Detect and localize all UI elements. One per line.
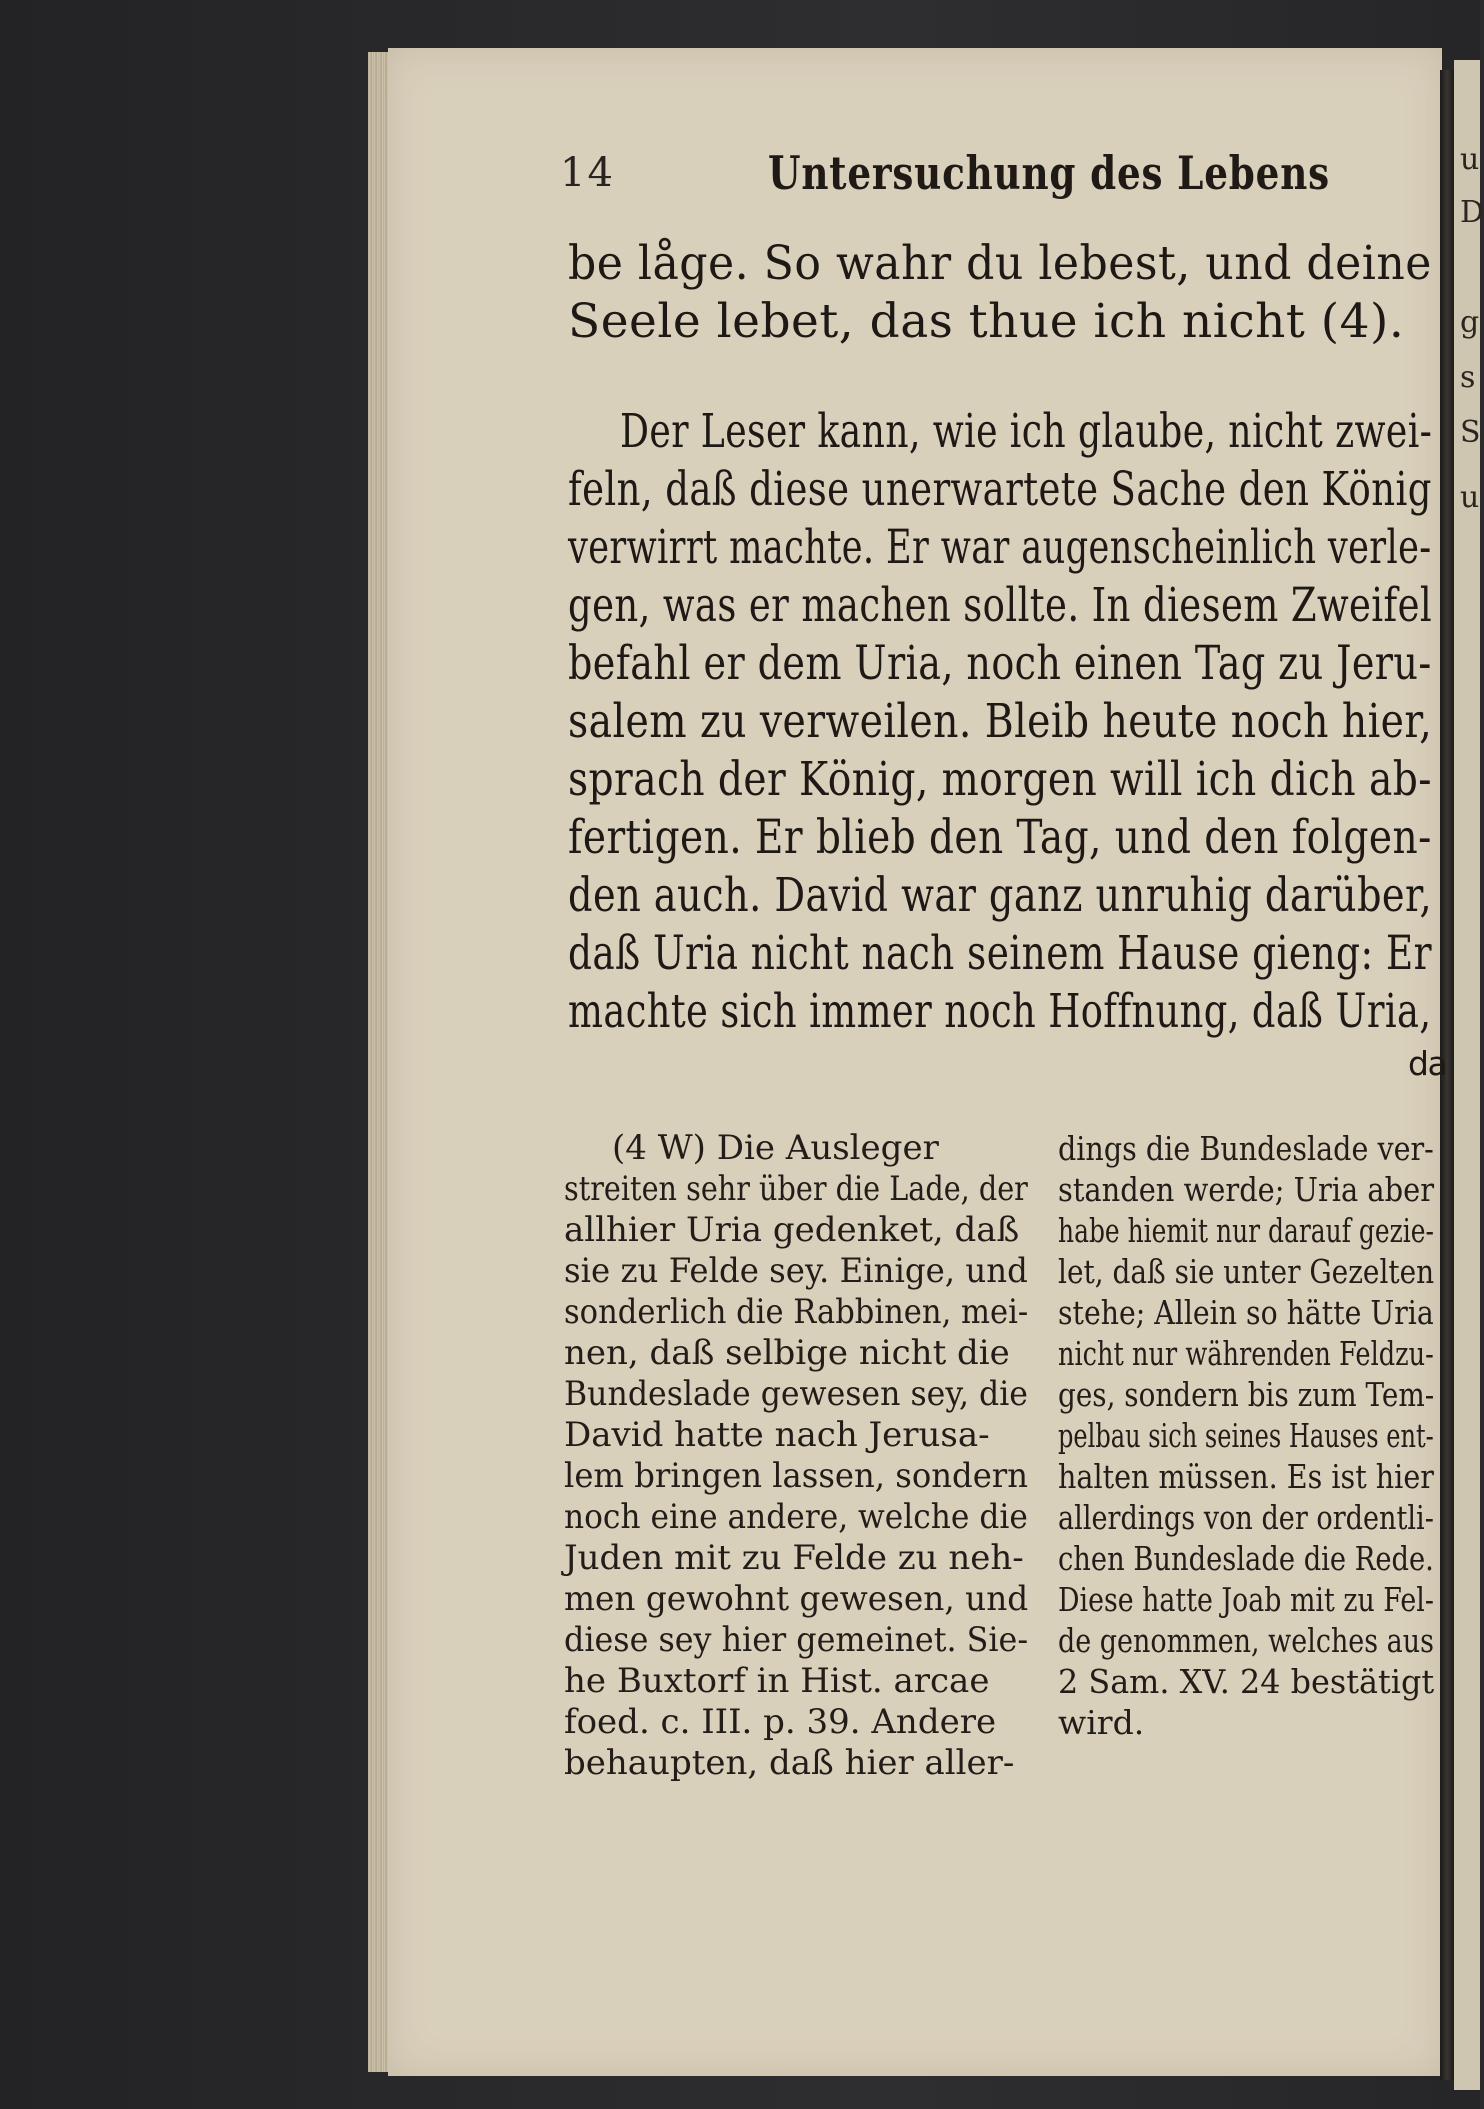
- footnote-line: behaupten, daß hier aller-: [564, 1743, 1015, 1783]
- footnote-line: 2 Sam. XV. 24 bestätigt: [1058, 1662, 1435, 1701]
- footnote-line: standen werde; Uria aber: [1058, 1170, 1435, 1209]
- catchword: da: [1408, 1044, 1447, 1083]
- footnote-line: Bundeslade gewesen sey, die: [564, 1374, 1028, 1414]
- footnote-line: David hatte nach Jerusa-: [564, 1415, 990, 1455]
- text-line: sprach der König, morgen will ich dich ab-: [568, 752, 1432, 807]
- footnote-line: Juden mit zu Felde zu neh-: [564, 1538, 1024, 1578]
- facing-page-edge: [1454, 60, 1484, 2090]
- footnote-line: allerdings von der ordentli-: [1058, 1498, 1434, 1537]
- text-line: befahl er dem Uria, noch einen Tag zu Jeru-: [568, 636, 1432, 691]
- footnote-line: nen, daß selbige nicht die: [564, 1333, 1010, 1373]
- text-line: gen, was er machen sollte. In diesem Zweifel: [568, 578, 1433, 633]
- text-line: fertigen. Er blieb den Tag, und den folgen-: [568, 810, 1432, 865]
- facing-page-char: D: [1460, 195, 1484, 230]
- text-line: be låge. So wahr du lebest, und deine: [568, 236, 1432, 291]
- text-line: den auch. David war ganz unruhig darüber,: [568, 868, 1433, 923]
- page-number: 14: [560, 150, 615, 196]
- footnote-line: let, daß sie unter Gezelten: [1058, 1252, 1435, 1291]
- footnote-line: (4 W) Die Ausleger: [612, 1128, 939, 1168]
- footnote-line: streiten sehr über die Lade, der: [564, 1169, 1028, 1209]
- text-line: feln, daß diese unerwartete Sache den König: [568, 462, 1432, 517]
- text-line: daß Uria nicht nach seinem Hause gieng: Er: [568, 926, 1432, 981]
- footnote-line: ges, sondern bis zum Tem-: [1058, 1375, 1435, 1414]
- footnote-line: stehe; Allein so hätte Uria: [1058, 1293, 1434, 1332]
- facing-page-char: u: [1460, 480, 1480, 515]
- footnote-line: sonderlich die Rabbinen, mei-: [564, 1292, 1029, 1332]
- text-line: Seele lebet, das thue ich nicht (4).: [568, 294, 1405, 349]
- facing-page-char: s: [1460, 360, 1476, 395]
- footnote-line: chen Bundeslade die Rede.: [1058, 1539, 1434, 1578]
- footnote-line: Diese hatte Joab mit zu Fel-: [1058, 1580, 1434, 1619]
- running-title: Untersuchung des Lebens: [768, 146, 1330, 200]
- text-line: verwirrt machte. Er war augenscheinlich verle-: [568, 520, 1432, 575]
- footnote-line: diese sey hier gemeinet. Sie-: [564, 1620, 1029, 1660]
- text-line: salem zu verweilen. Bleib heute noch hier,: [568, 694, 1433, 749]
- footnote-line: dings die Bundeslade ver-: [1058, 1129, 1434, 1168]
- footnote-line: noch eine andere, welche die: [564, 1497, 1028, 1537]
- footnote-line: pelbau sich seines Hauses ent-: [1058, 1416, 1434, 1455]
- footnote-line: he Buxtorf in Hist. arcae: [564, 1661, 990, 1701]
- footnote: [564, 1128, 1444, 1868]
- page-edges: [368, 52, 390, 2072]
- footnote-line: halten müssen. Es ist hier: [1058, 1457, 1434, 1496]
- footnote-line: foed. c. III. p. 39. Andere: [564, 1702, 997, 1742]
- footnote-line: de genommen, welches aus: [1058, 1621, 1434, 1660]
- facing-page-char: g: [1460, 305, 1480, 340]
- footnote-line: lem bringen lassen, sondern: [564, 1456, 1029, 1496]
- footnote-line: habe hiemit nur darauf gezie-: [1058, 1211, 1434, 1250]
- footnote-line: allhier Uria gedenket, daß: [564, 1210, 1020, 1250]
- footnote-line: men gewohnt gewesen, und: [564, 1579, 1029, 1619]
- text-line: machte sich immer noch Hoffnung, daß Uria,: [568, 984, 1432, 1039]
- text-line: Der Leser kann, wie ich glaube, nicht zwei-: [620, 404, 1433, 459]
- facing-page-char: u: [1460, 142, 1480, 177]
- footnote-line: sie zu Felde sey. Einige, und: [564, 1251, 1028, 1291]
- footnote-line: nicht nur währenden Feldzu-: [1058, 1334, 1434, 1373]
- facing-page-char: S: [1460, 415, 1481, 450]
- footnote-line: wird.: [1058, 1703, 1145, 1742]
